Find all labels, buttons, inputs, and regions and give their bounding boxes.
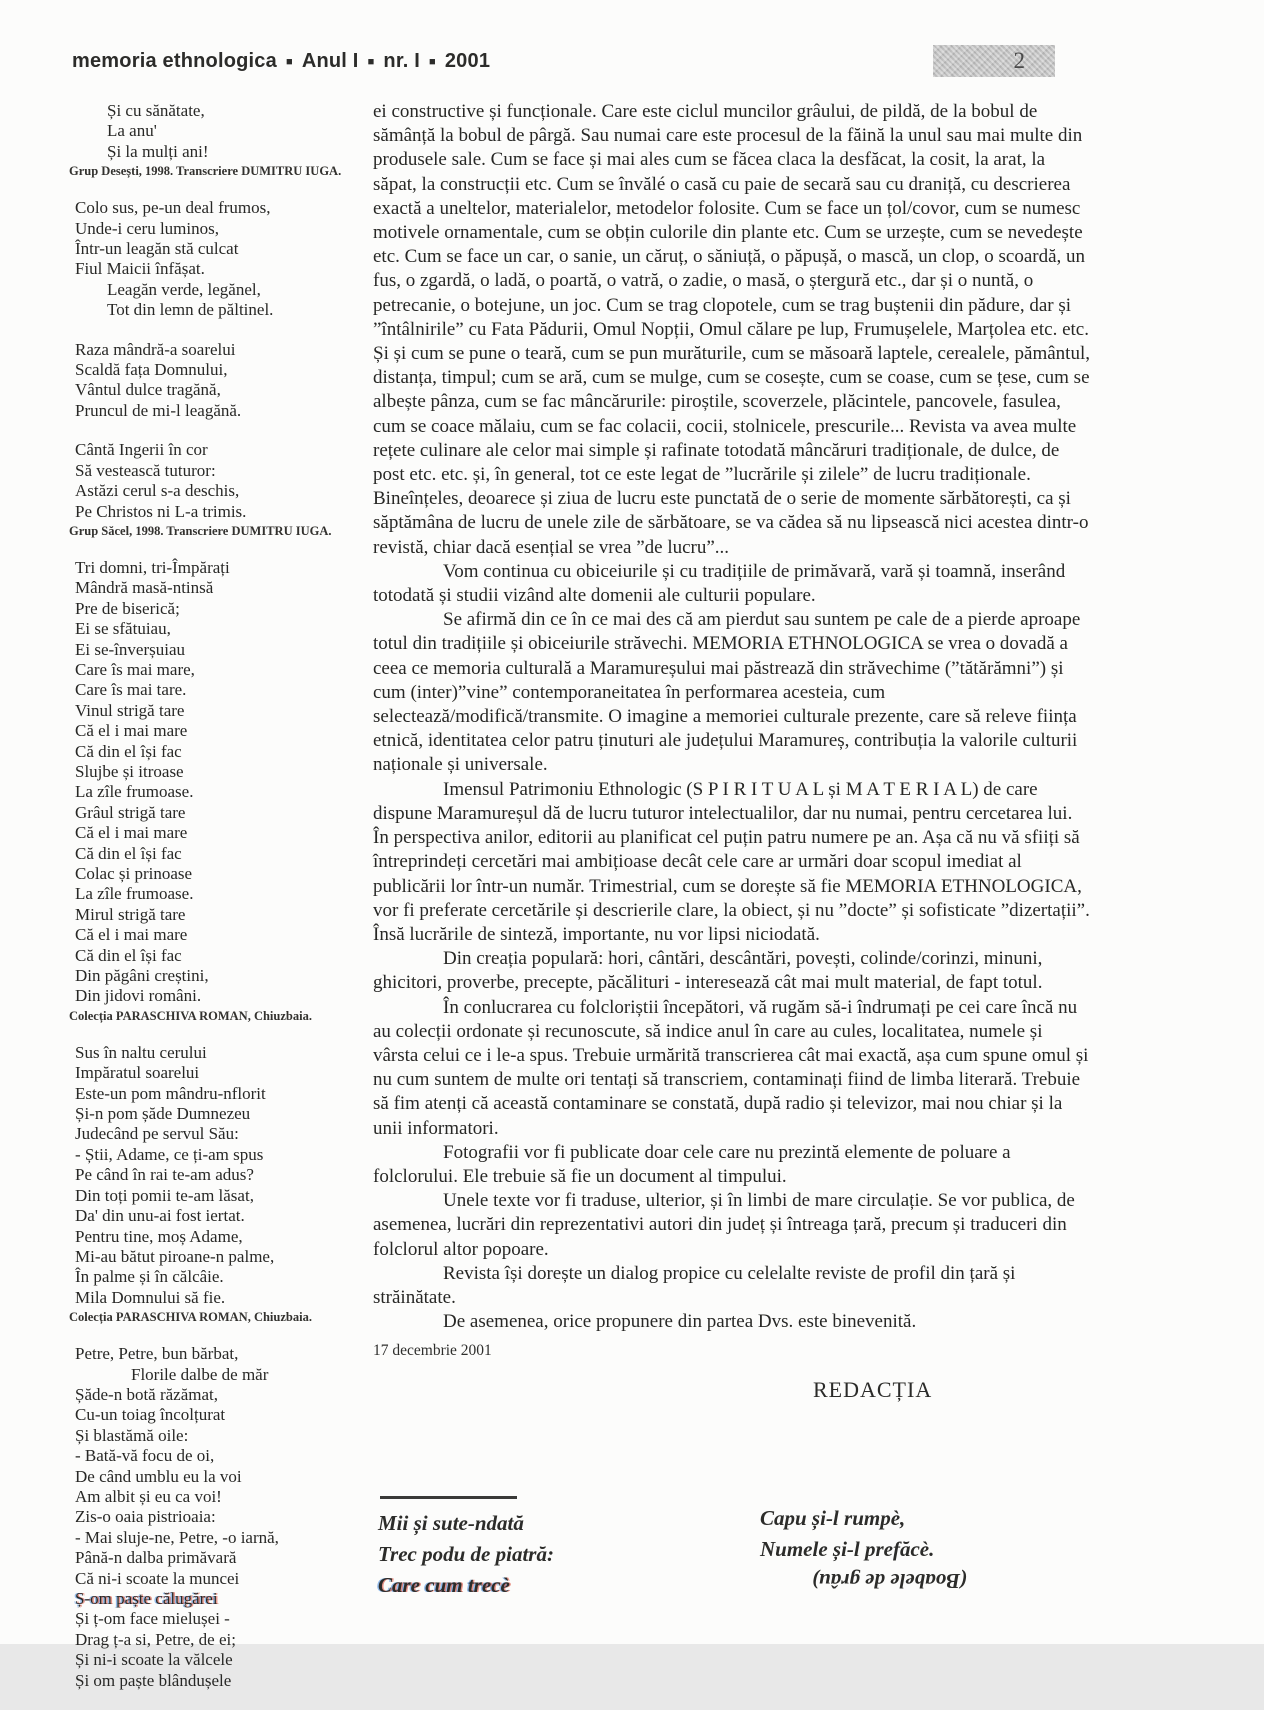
riddle-line: Capu și-l rumpè, <box>760 1506 906 1530</box>
poem-line: Zis-o oaia pistrioaia: <box>75 1507 216 1527</box>
journal-segment: nr. I <box>383 50 420 72</box>
poem-line: Că din el își fac <box>75 741 182 761</box>
poem-line: Să vestească tuturor: <box>75 460 216 480</box>
riddle-verse-right <box>760 1503 967 1596</box>
page-number-box <box>933 45 1055 77</box>
article-paragraph: De asemenea, orice propunere din partea Dvs. este binevenită. <box>443 1311 917 1333</box>
poem-line: Din toți pomii te-am lăsat, <box>75 1185 254 1205</box>
poem-line: La zîle frumoase. <box>75 782 194 802</box>
poem-line: Din jidovi români. <box>75 986 202 1006</box>
poem-line: Și blastămă oile: <box>75 1425 189 1445</box>
poem <box>69 1042 375 1325</box>
poem-line: Colo sus, pe-un deal frumos, <box>75 198 271 218</box>
poem-line: Că el i mai mare <box>75 721 188 741</box>
article-body <box>373 100 1091 1334</box>
poem-line: Judecând pe servul Său: <box>75 1124 239 1144</box>
poem-line: Impăratul soarelui <box>75 1063 200 1083</box>
poem-line: Pe Christos ni L-a trimis. <box>75 501 247 521</box>
poem-line: Și cu sănătate, <box>107 101 205 120</box>
poem-line: Da' din unu-ai fost iertat. <box>75 1206 245 1226</box>
poem <box>69 440 375 539</box>
poem <box>75 198 375 320</box>
poem <box>69 101 375 179</box>
poem-line: Din păgâni creștini, <box>75 966 209 986</box>
poem-line: - Mai sluje-ne, Petre, -o iarnă, <box>75 1527 279 1547</box>
poem <box>75 1344 375 1691</box>
poem-line: În palme și în călcâie. <box>75 1267 224 1287</box>
poem-line: - Bată-vă focu de oi, <box>75 1446 215 1466</box>
poem-line: Pe când în rai te-am adus? <box>75 1165 254 1185</box>
editorial-signature: REDACȚIA <box>813 1376 933 1402</box>
poem-line: Mândră masă-ntinsă <box>75 578 214 598</box>
riddle-answer-inverted: (Boabele de grâu) <box>812 1569 968 1593</box>
poem-line: Pre de biserică; <box>75 598 180 618</box>
article-paragraph: Revista își dorește un dialog propice cu celelalte reviste de profil din țară și străinătate. <box>373 1262 1016 1308</box>
poem-line: Tri domni, tri-Împărați <box>75 557 230 577</box>
poem <box>69 557 375 1024</box>
article-paragraph: Se afirmă din ce în ce mai des că am pierdut sau suntem pe cale de a pierde aproape totul din tradițiile și obiceiurile străvechi. MEMORIA ETHNOLOGICA se vrea o dovadă a ceea ce memoria culturală a Maramureșului mai păstrează din străvechime (”tătărămni”) și cum (inter)”vine” contemporaneitatea în performarea acesteia, cum selectează/modifică/transmite. O imagine a memoriei culturale prezente, care să releve ființa etnică, identitatea celor patru ținuturi ale județului Maramureș, contribuția la valorile culturii naționale și universale. <box>373 609 1081 776</box>
poem-line: Am albit și eu ca voi! <box>75 1486 222 1506</box>
poem-line: Și om paște blândușele <box>75 1670 232 1690</box>
poem-line: Unde-i ceru luminos, <box>75 218 219 238</box>
poem-line: Astăzi cerul s-a deschis, <box>75 481 240 501</box>
riddle-answer-line <box>760 1565 967 1596</box>
article-paragraph: Imensul Patrimoniu Ethnologic (S P I R I T U A L și M A T E R I A L) de care dispune Maramureșul dă de lucru tuturor intelectualilor, dar nu numai, pentru cercetarea lui. În perspectiva anilor, editorii au planificat cel puțin patru numere pe an. Așa că nu vă sfiiți să întreprindeți cercetări mai ambițioase decât cele care ar urmări doar scopul imediat al publicării lor într-un număr. Trimestrial, cum se dorește să fie MEMORIA ETHNOLOGICA, vor fi preferate cercetările și descrierile clare, la obiect, și nu ”docte” și sofisticate ”dizertații”. Însă lucrările de sinteză, importante, nu vor lipsi niciodată. <box>373 778 1090 945</box>
poem-line: Ei se sfătuiau, <box>75 619 171 639</box>
riddle-line: Care cum trecè <box>378 1573 510 1597</box>
poem-line: Petre, Petre, bun bărbat, <box>75 1344 239 1364</box>
poem-line: Că el i mai mare <box>75 823 188 843</box>
poem-line: Fiul Maicii înfășat. <box>75 259 205 279</box>
separator-square-icon: ■ <box>429 56 436 68</box>
riddle-line: Mii și sute-ndată <box>378 1511 524 1535</box>
poem-line: Și ț-om face mielușei - <box>75 1609 230 1629</box>
poem-credit: Colecția PARASCHIVA ROMAN, Chiuzbaia. <box>69 1008 312 1023</box>
poem-line: Și-n pom șăde Dumnezeu <box>75 1104 251 1124</box>
poems-column <box>69 101 375 1710</box>
poem-line: Vinul strigă tare <box>75 700 185 720</box>
poem-line: Drag ț-a si, Petre, de ei; <box>75 1629 236 1649</box>
poem-line: Vântul dulce tragănă, <box>75 380 221 400</box>
riddle-line: Numele și-l prefăcè. <box>760 1537 935 1561</box>
article-paragraph: ei constructive și funcționale. Care este ciclul muncilor grâului, de pildă, de la bobul de sămânță la bobul de pârgă. Sau numai care este procesul de la făină la unul sau mai multe din produsele sale. Cum se face și mai ales cum se făcea claca la desfăcat, la cosit, la arat, la săpat, la construcții etc. Cum se învălé o casă cu paie de secară sau cu draniță, cu descrierea exactă a uneltelor, materialelor, metodelor folosite. Cum se face un țol/covor, cum se numesc motivele ornamentale, cum se obțin culorile din plante etc. Cum se urzește, cum se nevedește etc. Cum se face un car, o sanie, un căruț, o săniuță, o păpușă, o mască, un clop, o scoardă, un fus, o zgardă, o ladă, o poartă, o vatră, o zadie, o masă, o ștergură etc., dar și o nuntă, o petrecanie, o botejune, un joc. Cum se trag clopotele, cum se trag buștenii din pădure, dar și ”întâlnirile” cu Fata Pădurii, Omul Nopții, Omul călare pe lup, Frumușelele, Marțolea etc. etc. Și și cum se pune o teară, cum se pun murăturile, cum se măsoară laptele, cerealele, pământul, distanța, timpul; cum se ară, cum se mulge, cum se cosește, cum se coase, cum se țese, cum se albește pânza, cum se fac mâncărurile: piroștile, scoverzele, plăcintele, pancovele, fasulea, cum se coace mălaiu, cum se fac colacii, cocii, stolnicele, prescurile... Revista va avea multe rețete culinare ale celor mai simple și rafinate totodată mâncăruri tradiționale, de dulce, de post etc. etc. și, în general, tot ce este legat de ”lucrările și zilele” de lucru tradiționale. Bineînțeles, deoarece și ziua de lucru este punctată de o serie de momente sărbătorești, ca și săptămâna de lucru de unele zile de sărbătoare, se va cădea să nu lipsească nici acestea dintr-o revistă, chiar dacă esențial se vrea ”de lucru”... <box>373 101 1090 558</box>
poem-line: Ei se-înverșuiau <box>75 639 185 659</box>
poem-line: Care îs mai tare. <box>75 680 187 700</box>
poem-line: Tot din lemn de păltinel. <box>107 300 274 320</box>
poem-line: Până-n dalba primăvară <box>75 1548 237 1568</box>
journal-segment: 2001 <box>444 50 491 72</box>
poem-line: Că ni-i scoate la muncei <box>75 1568 240 1588</box>
poem-line: La anu' <box>107 121 157 141</box>
riddle-verse-left <box>378 1508 554 1601</box>
poem-credit: Grup Desești, 1998. Transcriere DUMITRU IUGA. <box>69 164 342 179</box>
poem-line: Mi-au bătut piroane-n palme, <box>75 1246 275 1266</box>
poem-credit: Grup Săcel, 1998. Transcriere DUMITRU IUGA. <box>69 523 332 538</box>
journal-segment: Anul I <box>301 50 359 72</box>
poem-line: Scaldă fața Domnului, <box>75 360 228 380</box>
poem-line: Este-un pom mândru-nflorit <box>75 1083 266 1103</box>
poem-line: Că din el își fac <box>75 945 182 965</box>
journal-segment: memoria ethnologica <box>72 50 277 72</box>
poem-line: Că din el își fac <box>75 843 182 863</box>
poem-line: De când umblu eu la voi <box>75 1466 242 1486</box>
poem-line: Care îs mai mare, <box>75 659 195 679</box>
poem-line: Și ni-i scoate la vălcele <box>75 1650 233 1670</box>
poem-line: - Știi, Adame, ce ți-am spus <box>75 1144 264 1164</box>
poem-line: Mirul strigă tare <box>75 904 186 924</box>
poem-line: Cântă Ingerii în cor <box>75 440 208 460</box>
poem-line: Și la mulți ani! <box>107 141 209 161</box>
poem-credit: Colecția PARASCHIVA ROMAN, Chiuzbaia. <box>69 1310 312 1325</box>
separator-square-icon: ■ <box>285 56 293 68</box>
journal-header <box>72 50 490 73</box>
separator-square-icon: ■ <box>367 56 375 68</box>
poem-line: La zîle frumoase. <box>75 884 194 904</box>
poem-line: Ș-om paște călugărei <box>75 1589 218 1608</box>
page-number: 2 <box>1013 48 1025 73</box>
riddle-right-lines <box>760 1503 967 1565</box>
poem-line: Colac și prinoase <box>75 864 193 883</box>
riddle-line: Trec podu de piatră: <box>378 1542 554 1566</box>
poem-line: Mila Domnului să fie. <box>75 1287 226 1307</box>
poem-line: Raza mândră-a soarelui <box>75 339 236 359</box>
dateline: 17 decembrie 2001 <box>373 1342 492 1360</box>
poem-line: Grâul strigă tare <box>75 802 186 822</box>
article-column <box>373 100 1091 1402</box>
article-paragraph: Vom continua cu obiceiurile și cu tradițiile de primăvară, vară și toamnă, inserând totodată și studii vizând alte domenii ale culturii populare. <box>373 560 1066 607</box>
article-paragraph: În conlucrarea cu folcloriștii începători, vă rugăm să-i îndrumați pe cei care încă nu au colecții ordonate și recunoscute, să indice anul în care au cules, localitatea, numele și vârsta celui ce i le-a spus. Trebuie urmărită transcrierea cât mai exactă, așa cum spune omul și nu cum suntem de multe ori tentați să transcriem, contaminați fiind de limba literară. Trebuie să fim atenți că această contaminare se constată, după radio și televizor, mai nou chiar și la unii informatori. <box>373 996 1089 1139</box>
poem-line: Slujbe și itroase <box>75 761 184 781</box>
article-paragraph: Unele texte vor fi traduse, ulterior, și în limbi de mare circulație. Se vor publica, de asemenea, lucrări din reprezentativi autori din județ și întreaga țară, precum și traduceri din folclorul altor popoare. <box>373 1190 1075 1260</box>
poem-line: Pruncul de mi-l leagănă. <box>75 400 242 420</box>
divider-rule <box>380 1496 517 1499</box>
poem-line: Leagăn verde, legănel, <box>107 279 261 299</box>
poem-line: Cu-un toiag încolțurat <box>75 1405 226 1425</box>
article-paragraph: Din creația populară: hori, cântări, descântări, povești, colinde/corinzi, minuni, ghicitori, proverbe, precepte, păcălituri - interesează cât mai mult material, de fapt totul. <box>373 948 1043 994</box>
poem-line: Într-un leagăn stă culcat <box>75 239 239 259</box>
poem-line: Florile dalbe de măr <box>131 1364 269 1384</box>
poem-line: Pentru tine, moș Adame, <box>75 1226 243 1246</box>
poem-line: Sus în naltu cerului <box>75 1042 207 1062</box>
poem-line: Șăde-n botă răzămat, <box>75 1384 219 1404</box>
article-paragraph: Fotografii vor fi publicate doar cele care nu prezintă elemente de poluare a folclorului. Ele trebuie să fie un document al timpului. <box>373 1141 1011 1187</box>
poem-line: Că el i mai mare <box>75 925 188 945</box>
poem <box>75 340 375 422</box>
